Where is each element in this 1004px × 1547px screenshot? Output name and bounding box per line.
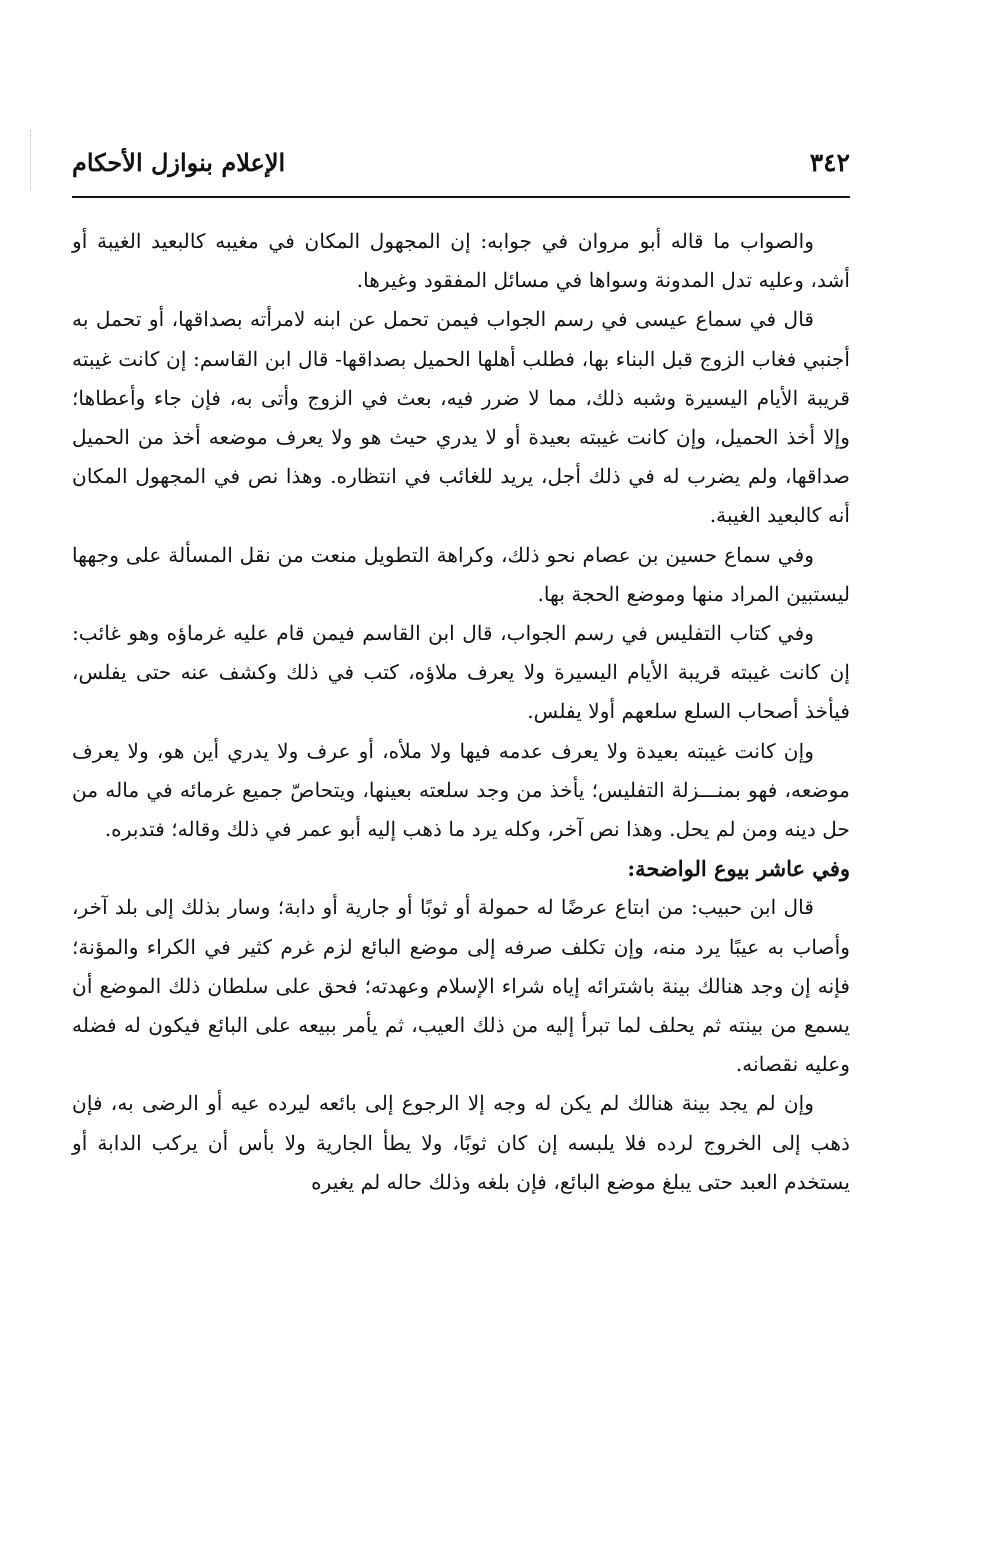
header-rule [72, 196, 850, 198]
paragraph-1: والصواب ما قاله أبو مروان في جوابه: إن المجهول المكان في مغيبه كالبعيد الغيبة أو أشد، وعليه تدل المدونة وسواها في مسائل المفقود وغيرها. [72, 229, 850, 293]
running-title: الإعلام بنوازل الأحكام [72, 148, 286, 177]
scan-margin-mark [30, 130, 32, 190]
paragraph-2: قال في سماع عيسى في رسم الجواب فيمن تحمل عن ابنه لامرأته بصداقها، أو تحمل به أجنبي فغاب الزوج قبل البناء بها، فطلب أهلها الحميل بصداقها- قال ابن القاسم: إن كانت غيبته قريبة الأيام اليسيرة وشبه ذلك، مما لا ضرر فيه، بعث في الزوج وأتى به، فإن جاء وأعطاها؛ وإلا أخذ الحميل، وإن كانت غيبته بعيدة أو لا يدري حيث هو ولا يعرف موضعه أخذ من الحميل صداقها، ولم يضرب له في ذلك أجل، يريد للغائب في انتظاره. وهذا نص في المجهول المكان أنه كالبعيد الغيبة. [72, 307, 850, 528]
page-header [72, 146, 850, 190]
body-text [72, 222, 850, 1202]
section-subheading: وفي عاشر بيوع الواضحة: [627, 856, 850, 882]
paragraph-4: وفي كتاب التفليس في رسم الجواب، قال ابن القاسم فيمن قام عليه غرماؤه وهو غائب: إن كانت غيبته قريبة الأيام اليسيرة ولا يعرف ملاؤه، كتب في ذلك وكشف عنه حتى يفلس، فيأخذ أصحاب السلع سلعهم أولا يفلس. [72, 621, 850, 724]
paragraph-7: وإن لم يجد بينة هنالك لم يكن له وجه إلا الرجوع إلى بائعه ليرده عيه أو الرضى به، فإن ذهب إلى الخروج لرده فلا يلبسه إن كان ثوبًا، ولا يطأ الجارية ولا بأس أن يركب الدابة أو يستخدم العبد حتى يبلغ موضع البائع، فإن بلغه وذلك حاله لم يغيره [72, 1091, 850, 1194]
paragraph-5: وإن كانت غيبته بعيدة ولا يعرف عدمه فيها ولا ملأه، أو عرف ولا يدري أين هو، ولا يعرف موضعه، فهو بمنـــزلة التفليس؛ يأخذ من وجد سلعته بعينها، ويتحاصّ جميع غرمائه في ماله من حل دينه ومن لم يحل. وهذا نص آخر، وكله يرد ما ذهب إليه أبو عمر في ذلك وقاله؛ فتدبره. [72, 738, 850, 842]
paragraph-3: وفي سماع حسين بن عصام نحو ذلك، وكراهة التطويل منعت من نقل المسألة على وجهها ليستبين المراد منها وموضع الحجة بها. [72, 542, 850, 606]
paragraph-6: قال ابن حبيب: من ابتاع عرضًا له حمولة أو ثوبًا أو جارية أو دابة؛ وسار بذلك إلى بلد آخر، وأصاب به عيبًا يرد منه، وإن تكلف صرفه إلى موضع البائع لزم غرم كثير في الكراء والمؤنة؛ فإنه إن وجد هنالك بينة باشترائه إياه شراء الإسلام وعهدته؛ فحق على سلطان ذلك الموضع أن يسمع من بينته ثم يحلف لما تبرأ إليه من ذلك العيب، ثم يأمر ببيعه على البائع فيكون له فضله وعليه نقصانه. [72, 895, 850, 1077]
page-number: ٣٤٢ [809, 148, 850, 177]
